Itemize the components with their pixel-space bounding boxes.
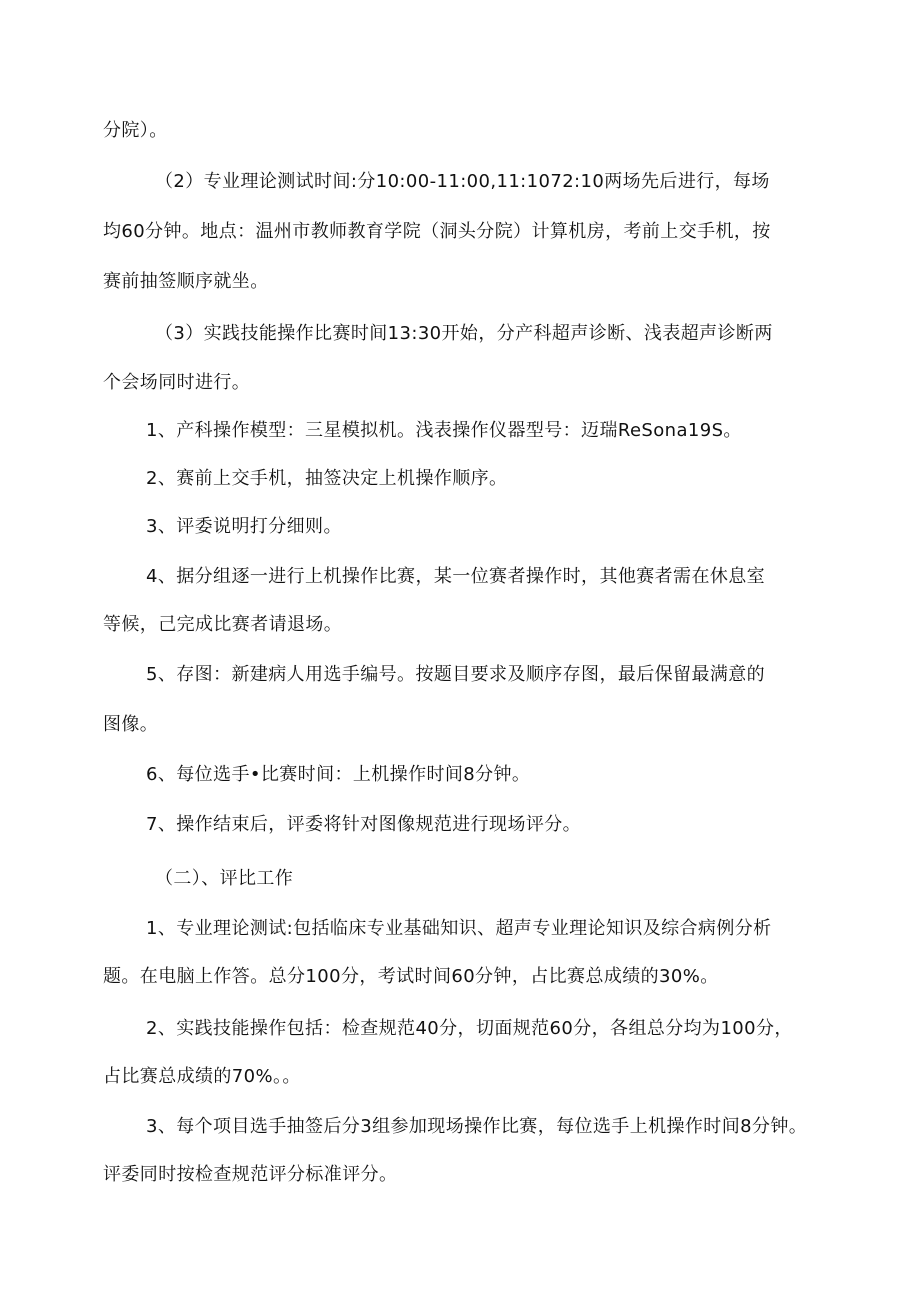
text-line: （3）实践技能操作比赛时间13:30开始，分产科超声诊断、浅表超声诊断两 bbox=[155, 323, 773, 344]
text-line: 图像。 bbox=[103, 714, 159, 735]
text-line: （2）专业理论测试时间:分10:00-11:00,11:1072:10两场先后进行，每场 bbox=[155, 171, 770, 192]
text-line: 3、每个项目选手抽签后分3组参加现场操作比赛，每位选手上机操作时间8分钟。 bbox=[146, 1116, 808, 1137]
text-line: 3、评委说明打分细则。 bbox=[146, 516, 342, 537]
text-line: 等候，己完成比赛者请退场。 bbox=[103, 614, 343, 635]
text-line: 6、每位选手•比赛时间：上机操作时间8分钟。 bbox=[146, 764, 531, 785]
text-line: 4、据分组逐一进行上机操作比赛，某一位赛者操作时，其他赛者需在休息室 bbox=[146, 566, 766, 587]
text-line: 均60分钟。地点：温州市教师教育学院（洞头分院）计算机房，考前上交手机，按 bbox=[103, 221, 771, 242]
text-line: 2、实践技能操作包括：检查规范40分，切面规范60分，各组总分均为100分， bbox=[146, 1018, 793, 1039]
text-line: 7、操作结束后，评委将针对图像规范进行现场评分。 bbox=[146, 814, 582, 835]
section-heading: （二）、评比工作 bbox=[155, 868, 294, 889]
text-line: 分院）。 bbox=[103, 120, 168, 141]
text-line: 5、存图：新建病人用选手编号。按题目要求及顺序存图，最后保留最满意的 bbox=[146, 664, 766, 685]
text-line: 评委同时按检查规范评分标准评分。 bbox=[103, 1164, 398, 1185]
text-line: 赛前抽签顺序就坐。 bbox=[103, 271, 269, 292]
text-line: 1、产科操作模型：三星模拟机。浅表操作仪器型号：迈瑞ReSona19S。 bbox=[146, 420, 742, 441]
text-line: 个会场同时进行。 bbox=[103, 372, 251, 393]
text-line: 题。在电脑上作答。总分100分，考试时间60分钟，占比赛总成绩的30%。 bbox=[103, 966, 719, 987]
text-line: 1、专业理论测试:包括临床专业基础知识、超声专业理论知识及综合病例分析 bbox=[146, 918, 772, 939]
text-line: 占比赛总成绩的70%。。 bbox=[103, 1066, 301, 1087]
text-line: 2、赛前上交手机，抽签决定上机操作顺序。 bbox=[146, 468, 508, 489]
